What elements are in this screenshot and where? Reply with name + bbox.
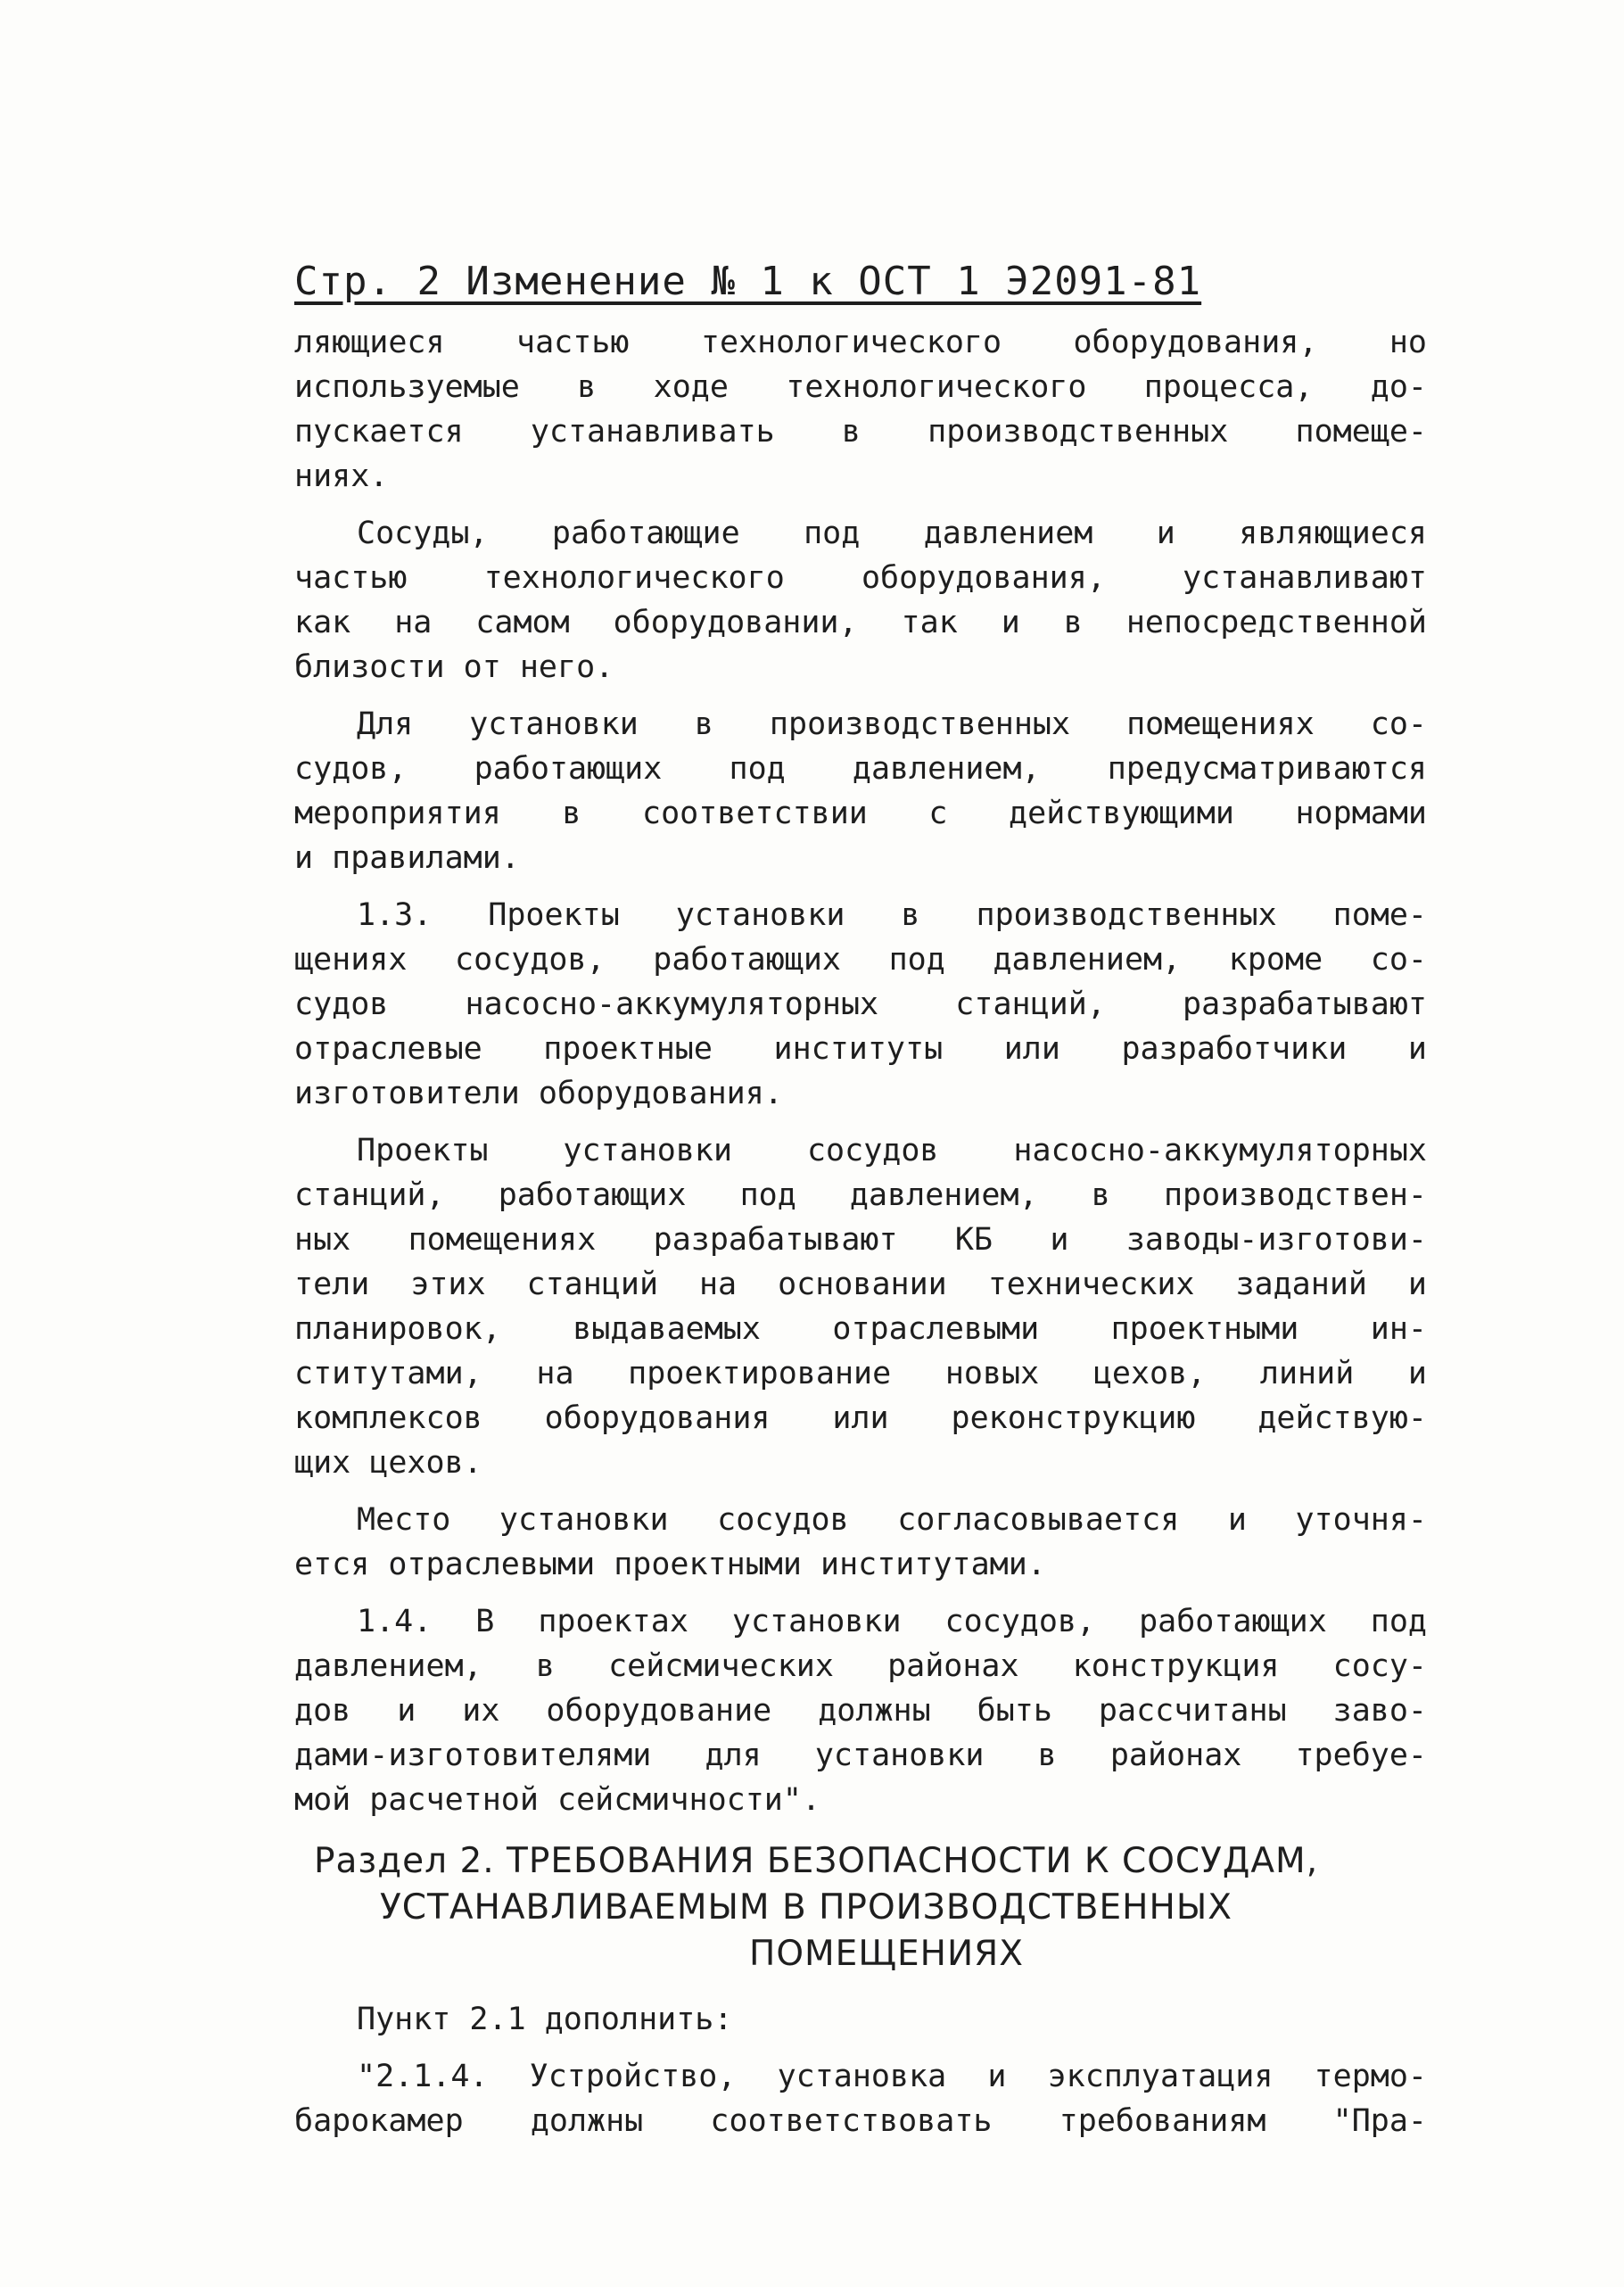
paragraph-clause-2-1-4 xyxy=(294,2054,1427,2143)
text-line: как на самом оборудовании, так и в непосредственной xyxy=(294,605,1427,640)
text-line: 1.3. Проекты установки в производственных поме- xyxy=(357,897,1427,933)
paragraph-6 xyxy=(294,1498,1427,1587)
text-line: дами-изготовителями для установки в районах требуе- xyxy=(294,1738,1427,1773)
text-line: и правилами. xyxy=(294,840,520,876)
text-line: ется отраслевыми проектными институтами. xyxy=(294,1547,1046,1582)
paragraph-1 xyxy=(294,320,1427,499)
text-line: мероприятия в соответствии с действующими нормами xyxy=(294,796,1427,831)
text-line: щих цехов. xyxy=(294,1445,482,1481)
paragraph-3 xyxy=(294,702,1427,880)
text-line: Пункт 2.1 дополнить: xyxy=(357,2002,733,2037)
page-header: Стр. 2 Изменение № 1 к ОСТ 1 Э2091-81 xyxy=(294,259,1202,304)
text-line: барокамер должны соответствовать требованиям "Пра- xyxy=(294,2103,1427,2139)
text-line: Место установки сосудов согласовывается и уточня- xyxy=(357,1502,1427,1538)
text-line: тели этих станций на основании технических заданий и xyxy=(294,1267,1427,1302)
text-line: комплексов оборудования или реконструкцию действую- xyxy=(294,1400,1427,1436)
text-line: используемые в ходе технологического процесса, до- xyxy=(294,369,1427,405)
paragraph-clause-1-4 xyxy=(294,1599,1427,1822)
text-line: судов насосно-аккумуляторных станций, разрабатывают xyxy=(294,987,1427,1022)
document-page xyxy=(294,259,1427,2156)
text-line: мой расчетной сейсмичности". xyxy=(294,1782,821,1818)
text-line: ститутами, на проектирование новых цехов, линий и xyxy=(294,1356,1427,1391)
text-line: "2.1.4. Устройство, установка и эксплуатация термо- xyxy=(357,2059,1427,2094)
text-line: Сосуды, работающие под давлением и являющиеся xyxy=(357,516,1427,551)
text-line: ляющиеся частью технологического оборудования, но xyxy=(294,325,1427,360)
text-line: ниях. xyxy=(294,458,389,494)
text-line: близости от него. xyxy=(294,649,614,685)
text-line: 1.4. В проектах установки сосудов, работающих под xyxy=(357,1604,1427,1639)
paragraph-addition-note xyxy=(294,1997,1427,2042)
text-line: пускается устанавливать в производственных помеще- xyxy=(294,414,1427,450)
text-line: ных помещениях разрабатывают КБ и заводы-изготови- xyxy=(294,1222,1427,1258)
paragraph-2 xyxy=(294,511,1427,689)
text-line: щениях сосудов, работающих под давлением, кроме со- xyxy=(294,942,1427,978)
section-title-line: УСТАНАВЛИВАЕМЫМ В ПРОИЗВОДСТВЕННЫХ xyxy=(380,1887,1232,1928)
section-title xyxy=(294,1838,1427,1977)
section-title-line: ПОМЕЩЕНИЯХ xyxy=(749,1934,1024,1974)
text-line: изготовители оборудования. xyxy=(294,1076,783,1111)
text-line: давлением, в сейсмических районах конструкция сосу- xyxy=(294,1648,1427,1684)
text-line: дов и их оборудование должны быть рассчитаны заво- xyxy=(294,1693,1427,1729)
paragraph-5 xyxy=(294,1128,1427,1485)
text-line: планировок, выдаваемых отраслевыми проектными ин- xyxy=(294,1311,1427,1347)
text-line: частью технологического оборудования, устанавливают xyxy=(294,560,1427,596)
paragraph-clause-1-3 xyxy=(294,893,1427,1116)
text-line: Проекты установки сосудов насосно-аккумуляторных xyxy=(357,1133,1427,1168)
text-line: судов, работающих под давлением, предусматриваются xyxy=(294,751,1427,787)
text-line: станций, работающих под давлением, в производствен- xyxy=(294,1177,1427,1213)
section-title-line: Раздел 2. ТРЕБОВАНИЯ БЕЗОПАСНОСТИ К СОСУДАМ, xyxy=(314,1841,1319,1881)
text-line: отраслевые проектные институты или разработчики и xyxy=(294,1031,1427,1067)
text-line: Для установки в производственных помещениях со- xyxy=(357,706,1427,742)
